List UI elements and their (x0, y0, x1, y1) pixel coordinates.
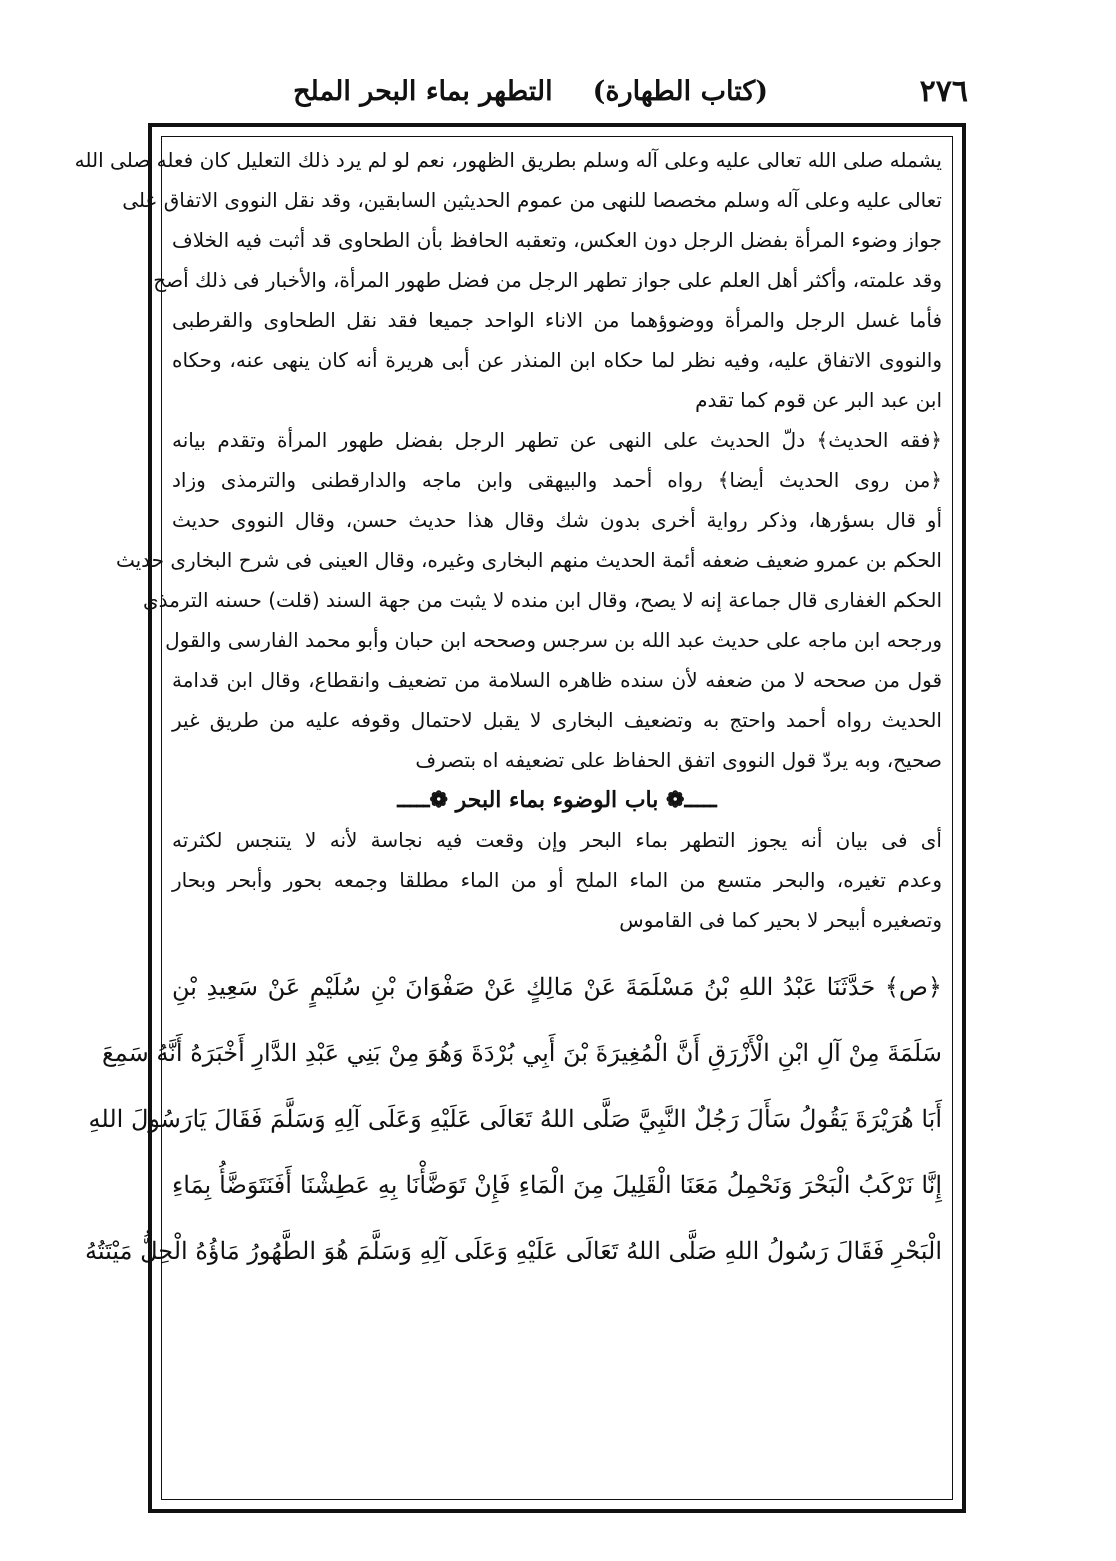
chapter-heading: ـــــ❁ باب الوضوء بماء البحر ❁ـــــ (397, 787, 717, 813)
text-line: وقد علمته، وأكثر أهل العلم على جواز تطهر الرجل من فضل طهور المرأة، والأخبار فى ذلك أصح (153, 268, 942, 292)
running-title (293, 76, 768, 107)
text-line: ورجحه ابن ماجه على حديث عبد الله بن سرجس وصححه ابن حبان وأبو محمد الفارسى والقول (165, 628, 942, 652)
text-line: ﴿من روى الحديث أيضا﴾ رواه أحمد والبيهقى وابن ماجه والدارقطنى والترمذى وزاد (172, 468, 942, 492)
chapter-text-line: وعدم تغيره، والبحر متسع من الماء الملح أو من الماء مطلقا وجمعه بحور وأبحر وبحار (172, 868, 942, 892)
page-number: ٢٧٦ (919, 74, 968, 109)
text-line: تعالى عليه وعلى آله وسلم مخصصا للنهى من عموم الحديثين السابقين، وقد نقل النووى الاتفاق على (122, 188, 942, 212)
hadith-line: أَبَا هُرَيْرَةَ يَقُولُ سَأَلَ رَجُلٌ النَّبِيَّ صَلَّى اللهُ تَعَالَى عَلَيْهِ وَعَلَى آلِهِ وَسَلَّمَ فَقَالَ يَارَسُولَ اللهِ (88, 1105, 942, 1133)
text-line: الحديث رواه أحمد واحتج به وتضعيف البخارى لا يقبل لاحتمال وقوفه عليه من طريق غير (172, 708, 942, 732)
text-line: صحيح، وبه يردّ قول النووى اتفق الحفاظ على تضعيفه اه بتصرف (415, 748, 942, 772)
text-line: ابن عبد البر عن قوم كما تقدم (695, 388, 942, 412)
hadith-line: إِنَّا نَرْكَبُ الْبَحْرَ وَنَحْمِلُ مَعَنَا الْقَلِيلَ مِنَ الْمَاءِ فَإِنْ تَوَضَّأْنَا بِهِ عَطِشْنَا أَفَنَتَوَضَّأُ بِمَاءِ (172, 1171, 942, 1199)
text-line: يشمله صلى الله تعالى عليه وعلى آله وسلم بطريق الظهور، نعم لو لم يرد ذلك التعليل كان فعله صلى الله (74, 148, 942, 172)
hadith-line: الْبَحْرِ فَقَالَ رَسُولُ اللهِ صَلَّى اللهُ تَعَالَى عَلَيْهِ وَعَلَى آلِهِ وَسَلَّمَ هُوَ الطَّهُورُ مَاؤُهُ الْحِلُّ مَيْتَتُهُ (85, 1237, 942, 1265)
text-line: والنووى الاتفاق عليه، وفيه نظر لما حكاه ابن المنذر عن أبى هريرة أنه كان ينهى عنه، وحكاه (172, 348, 942, 372)
text-line: أو قال بسؤرها، وذكر رواية أخرى بدون شك وقال هذا حديث حسن، وقال النووى حديث (172, 508, 942, 532)
text-line: جواز وضوء المرأة بفضل الرجل دون العكس، وتعقبه الحافظ بأن الطحاوى قد أثبت فيه الخلاف (172, 228, 942, 252)
hadith-line: ﴿ص﴾ حَدَّثَنَا عَبْدُ اللهِ بْنُ مَسْلَمَةَ عَنْ مَالِكٍ عَنْ صَفْوَانَ بْنِ سُلَيْمٍ عَنْ سَعِيدِ بْنِ (172, 973, 942, 1001)
page-header (150, 70, 968, 118)
book-title: (كتاب الطهارة) (592, 76, 768, 107)
chapter-text-line: وتصغيره أبيحر لا بحير كما فى القاموس (619, 908, 942, 932)
chapter-text-line: أى فى بيان أنه يجوز التطهر بماء البحر وإن وقعت فيه نجاسة لأنه لا يتنجس لكثرته (172, 828, 942, 852)
text-line: الحكم الغفارى قال جماعة إنه لا يصح، وقال ابن منده لا يثبت من جهة السند (قلت) حسنه الترمذى (142, 588, 942, 612)
text-line: فأما غسل الرجل والمرأة ووضوؤهما من الاناء الواحد جميعا فقد نقل الطحاوى والقرطبى (172, 308, 942, 332)
text-line: ﴿فقه الحديث﴾ دلّ الحديث على النهى عن تطهر الرجل بفضل طهور المرأة وتقدم بيانه (172, 428, 942, 452)
text-body (74, 140, 942, 1284)
topic-title: التطهر بماء البحر الملح (293, 76, 553, 107)
text-line: الحكم بن عمرو ضعيف ضعفه أئمة الحديث منهم البخارى وغيره، وقال العينى فى شرح البخارى حديث (115, 548, 942, 572)
hadith-line: سَلَمَةَ مِنْ آلِ ابْنِ الْأَزْرَقِ أَنَّ الْمُغِيرَةَ بْنَ أَبِي بُرْدَةَ وَهُوَ مِنْ بَنِي عَبْدِ الدَّارِ أَخْبَرَهُ أَنَّهُ سَمِعَ (102, 1039, 942, 1067)
text-line: قول من صححه لا من ضعفه لأن سنده ظاهره السلامة من تضعيف وانقطاع، وقال ابن قدامة (172, 668, 942, 692)
hadith-text (85, 954, 942, 1284)
